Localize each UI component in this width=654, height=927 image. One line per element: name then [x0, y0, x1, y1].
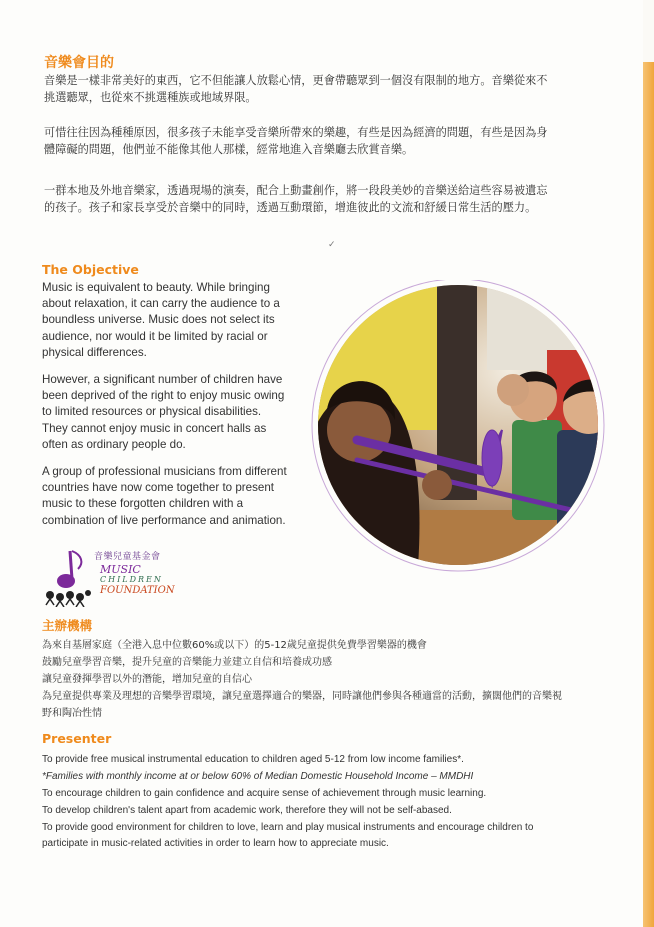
presenter-title: Presenter — [42, 731, 112, 746]
purpose-paragraph-3: 一群本地及外地音樂家，透過現場的演奏，配合上動畫創作，將一段段美妙的音樂送給這些容易被遺忘的孩子。孩子和家長享受於音樂中的同時，透過互動環節，增進彼此的文流和舒緩日常生活的壓力。 — [44, 184, 548, 214]
presenter-line-3: To develop children's talent apart from academic work, therefore they will not be self-abased. — [42, 805, 452, 816]
presenter-title-zh: 主辦機構 — [42, 618, 93, 633]
purpose-paragraph-1: 音樂是一樣非常美好的東西，它不但能讓人放鬆心情，更會帶聽眾到一個沒有限制的地方。音樂從來不挑選聽眾，也從來不挑選種族或地域界限。 — [44, 74, 548, 104]
spine-top — [643, 0, 654, 62]
music-note-logo-icon — [42, 545, 96, 607]
presenter-zh-line-1: 為來自基層家庭（全港入息中位數60%或以下）的5-12歲兒童提供免費學習樂器的機會 — [42, 640, 427, 651]
presenter-zh-line-3: 讓兒童發揮學習以外的潛能，增加兒童的自信心 — [42, 674, 252, 685]
presenter-line-2: To encourage children to gain confidence and acquire sense of achievement through music learning. — [42, 788, 487, 799]
presenter-line-4: To provide good environment for children to love, learn and play musical instruments and encourage children to participate in music-related activities in order to learn how to appreciate music. — [42, 822, 534, 850]
purpose-title-zh: 音樂會目的 — [44, 55, 114, 71]
presenter-line-1: To provide free musical instrumental education to children aged 5-12 from low income families*. — [42, 754, 464, 765]
presenter-zh-line-4: 為兒童提供專業及理想的音樂學習環境，讓兒童選擇適合的樂器，同時讓他們參與各種適當的活動，擴闊他們的音樂視野和陶冶性情 — [42, 691, 562, 719]
logo-chinese-name: 音樂兒童基金會 — [94, 552, 161, 562]
objective-paragraph-1: Music is equivalent to beauty. While bringing about relaxation, it can carry the audience to a boundless universe. Music does not select its audience, nor would it be limited by racial or physical differences. — [42, 281, 280, 359]
orange-spine-bar — [643, 62, 654, 927]
logo-children-word: CHILDREN — [100, 575, 163, 584]
objective-paragraph-3: A group of professional musicians from different countries have now come together to present music to these forgotten children with a combination of live performance and animation. — [42, 465, 287, 527]
decorative-mark: ✓ — [328, 240, 336, 250]
purpose-paragraph-2: 可惜往往因為種種原因，很多孩子未能享受音樂所帶來的樂趣，有些是因為經濟的問題，有些是因為身體障礙的問題，他們並不能像其他人那樣，經常地進入音樂廳去欣賞音樂。 — [44, 126, 548, 156]
objective-paragraph-2: However, a significant number of children have been deprived of the right to enjoy music owing to limited resources or physical disabilities. They cannot enjoy music in concert halls as often as ordinary people do. — [42, 373, 285, 451]
logo-foundation-word: FOUNDATION — [100, 585, 175, 596]
presenter-footnote: *Families with monthly income at or below 60% of Median Domestic Household Income – MMDHI — [42, 771, 474, 782]
presenter-zh-line-2: 鼓勵兒童學習音樂，提升兒童的音樂能力並建立自信和培養成功感 — [42, 657, 332, 668]
music-children-foundation-logo — [42, 545, 175, 607]
logo-music-word: MUSIC — [100, 563, 141, 576]
children-with-trombone-photo — [287, 280, 629, 580]
objective-title: The Objective — [42, 262, 139, 277]
